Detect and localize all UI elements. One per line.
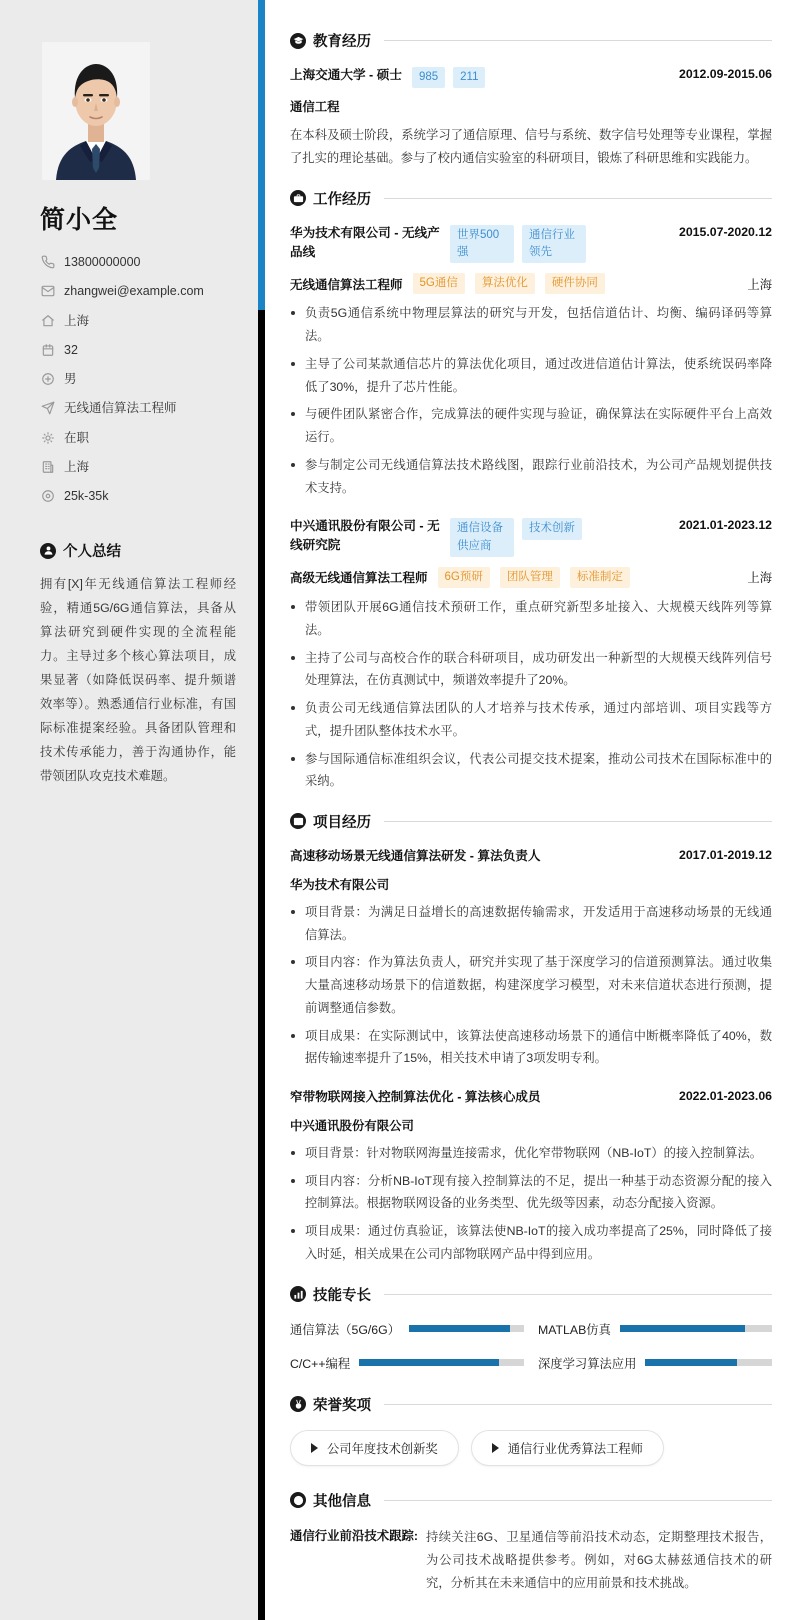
work-location: 上海 [747,277,772,292]
status-icon [40,430,55,445]
work-entry [290,224,772,500]
work-role-row [290,567,772,588]
tag: 算法优化 [475,273,535,294]
contact-phone [40,254,230,270]
company-tags [450,517,669,557]
project-date: 2017.01-2019.12 [679,847,772,862]
school-tags [412,66,669,88]
portrait-illustration [42,42,150,180]
skills-grid [290,1320,772,1372]
play-triangle-icon [311,1443,318,1453]
section-header-work [290,188,772,209]
bullet-item: 带领团队开展6G通信技术预研工作，重点研究新型多址接入、大规模天线阵列等算法。 [290,596,772,641]
company-tags [450,224,669,264]
section-header-other-info [290,1490,772,1511]
skill-progress-track [409,1325,524,1332]
personal-summary-text: 拥有[X]年无线通信算法工程师经验，精通5G/6G通信算法，具备从算法研究到硬件实现的全流程能力。主导过多个核心算法项目，成果显著（如降低误码率、提升频谱效率等）。熟悉通信行业标准，有国际标准提案经验。具备团队管理和技术传承能力，善于沟通协作，能带领团队攻克技术难题。 [40,577,236,783]
play-triangle-icon [492,1443,499,1453]
contact-value: 32 [64,342,78,357]
section-title: 教育经历 [313,34,371,50]
personal-summary-title: 个人总结 [63,544,121,561]
skill-progress-track [620,1325,772,1332]
section-divider [384,198,772,199]
personal-summary-block [40,540,236,789]
other-info-key: 通信行业前沿技术跟踪: [290,1528,419,1543]
tag: 985 [412,67,445,88]
section-title: 工作经历 [313,191,371,208]
project-entry [290,847,772,1070]
paper-plane-icon [40,401,55,416]
project-name: 窄带物联网接入控制算法优化 - 算法核心成员 [290,1090,541,1104]
contact-list [40,254,230,504]
honor-chip[interactable] [290,1430,459,1466]
project-bullets [290,901,772,1070]
contact-status [40,430,230,446]
bullet-item: 主导了公司某款通信芯片的算法优化项目，通过改进信道估计算法，使系统误码率降低了30%，提升了芯片性能。 [290,353,772,398]
project-entry-top [290,847,772,866]
section-projects [290,811,772,1266]
skill-progress-fill [620,1325,745,1332]
project-entry-top [290,1088,772,1107]
work-location: 上海 [747,571,772,586]
education-major: 通信工程 [290,100,340,115]
tag: 技术创新 [522,518,582,539]
building-icon [40,459,55,474]
honors-row [290,1430,772,1466]
section-divider [384,1294,772,1295]
main-content [258,0,794,1620]
section-title: 荣誉奖项 [313,1397,371,1414]
work-entry [290,517,772,793]
bullet-item: 项目背景：为满足日益增长的高速数据传输需求，开发适用于高速移动场景的无线通信算法。 [290,901,772,946]
skill-progress-track [359,1359,524,1366]
other-info-row [290,1526,772,1596]
bullet-item: 参与制定公司无线通信算法技术路线图，跟踪行业前沿技术，为公司产品规划提供技术支持。 [290,454,772,499]
tag: 硬件协同 [545,273,605,294]
section-title: 技能专长 [313,1287,371,1304]
section-title: 项目经历 [313,814,371,831]
contact-value: 13800000000 [64,255,141,269]
chart-icon [290,1286,306,1302]
work-role-row [290,273,772,294]
contact-value: 25k-35k [64,489,109,503]
bullet-item: 项目内容：分析NB-IoT现有接入控制算法的不足，提出一种基于动态资源分配的接入控制算法。根据物联网设备的业务类型、优先级等因素，动态分配接入资源。 [290,1170,772,1215]
section-header-skills [290,1284,772,1305]
contact-value: 上海 [64,459,90,474]
tag: 5G通信 [413,273,465,294]
skill-progress-fill [409,1325,510,1332]
skill-label: MATLAB仿真 [538,1322,611,1337]
education-entry [290,66,772,170]
company-name: 华为技术有限公司 - 无线产品线 [290,225,440,259]
contact-value: 在职 [64,430,90,445]
calendar-icon [40,342,55,357]
work-entry-top [290,224,772,264]
project-company: 中兴通讯股份有限公司 [290,1118,414,1133]
tag: 世界500强 [450,225,514,264]
section-header-honors [290,1394,772,1415]
accent-bar-dark [258,310,265,1620]
contact-age [40,342,230,358]
bullet-item: 项目内容：作为算法负责人，研究并实现了基于深度学习的信道预测算法。通过收集大量高速移动场景下的信道数据，构建深度学习模型，对未来信道状态进行预测，提前调整通信参数。 [290,951,772,1019]
contact-value: 上海 [64,313,90,328]
skill-progress-track [645,1359,772,1366]
section-header-projects [290,811,772,832]
project-name: 高速移动场景无线通信算法研发 - 算法负责人 [290,848,541,863]
skill-progress-fill [359,1359,499,1366]
work-entry-top [290,517,772,557]
user-icon [40,543,56,559]
bullet-item: 项目成果：在实际测试中，该算法使高速移动场景下的通信中断概率降低了40%，数据传输速率提升了15%，相关技术申请了3项发明专利。 [290,1025,772,1070]
project-date: 2022.01-2023.06 [679,1089,772,1103]
mail-icon [40,284,55,299]
contact-value: 男 [64,372,77,386]
phone-icon [40,255,55,270]
section-title: 其他信息 [313,1493,371,1510]
skill-item [538,1320,772,1338]
info-icon [290,1492,306,1508]
skill-progress-fill [645,1359,736,1366]
bullet-item: 主持了公司与高校合作的联合科研项目，成功研发出一种新型的大规模天线阵列信号处理算法，在仿真测试中，频谱效率提升了20%。 [290,647,772,692]
skill-item [290,1320,524,1338]
section-education [290,30,772,170]
skill-label: C/C++编程 [290,1356,351,1371]
person-name: 简小全 [40,206,119,234]
coin-icon [40,489,55,504]
project-company: 华为技术有限公司 [290,877,390,892]
project-bullets [290,1142,772,1266]
bullet-item: 项目成果：通过仿真验证，该算法使NB-IoT的接入成功率提高了25%，同时降低了接入时延，相关成果在公司内部物联网产品中得到应用。 [290,1220,772,1265]
work-bullets [290,302,772,499]
contact-value: zhangwei@example.com [64,284,204,299]
work-date: 2021.01-2023.12 [679,518,772,533]
section-divider [384,40,772,41]
briefcase-icon [290,190,306,206]
contact-gender [40,371,230,387]
section-divider [384,1404,772,1405]
section-skills [290,1284,772,1372]
tag: 团队管理 [500,567,560,588]
skill-label: 通信算法（5G/6G） [290,1322,401,1337]
section-header-education [290,30,772,51]
honor-chip[interactable] [471,1430,664,1466]
tag: 通信设备供应商 [450,518,514,557]
honor-label: 通信行业优秀算法工程师 [507,1441,643,1456]
tag: 6G预研 [438,567,490,588]
bullet-item: 负责公司无线通信算法团队的人才培养与技术传承，通过内部培训、项目实践等方式，提升团队整体技术水平。 [290,697,772,742]
accent-bar-blue [258,0,265,310]
avatar-photo [42,42,150,180]
grid-icon [290,813,306,829]
bullet-item: 参与国际通信标准组织会议，代表公司提交技术提案，推动公司技术在国际标准中的采纳。 [290,748,772,793]
company-name: 中兴通讯股份有限公司 - 无线研究院 [290,519,440,553]
contact-position [40,400,230,416]
gender-icon [40,372,55,387]
section-work [290,188,772,793]
project-entry [290,1088,772,1266]
section-divider [384,1500,772,1501]
medal-icon [290,1396,306,1412]
skill-item [538,1354,772,1372]
other-info-value: 持续关注6G、卫星通信等前沿技术动态，定期整理技术报告，为公司技术战略提供参考。例如，对6G太赫兹通信技术的研究，分析其在未来通信中的应用前景和技术挑战。 [426,1529,772,1591]
education-date: 2012.09-2015.06 [679,67,772,81]
sidebar [0,0,258,1620]
skill-item [290,1354,524,1372]
section-honors [290,1394,772,1466]
job-title: 高级无线通信算法工程师 [290,571,428,586]
work-date: 2015.07-2020.12 [679,224,772,239]
contact-city [40,313,230,329]
contact-work-city [40,459,230,475]
personal-summary-header [40,540,230,561]
contact-value: 无线通信算法工程师 [64,401,177,416]
education-entry-top [290,66,772,88]
tag: 通信行业领先 [522,225,586,264]
school-name: 上海交通大学 - 硕士 [290,68,402,82]
work-bullets [290,596,772,793]
contact-email [40,283,230,299]
education-description: 在本科及硕士阶段，系统学习了通信原理、信号与系统、数字信号处理等专业课程，掌握了扎实的理论基础。参与了校内通信实验室的科研项目，锻炼了科研思维和实践能力。 [290,128,772,165]
home-icon [40,313,55,328]
honor-label: 公司年度技术创新奖 [327,1441,438,1456]
section-divider [384,821,772,822]
bullet-item: 与硬件团队紧密合作，完成算法的硬件实现与验证，确保算法在实际硬件平台上高效运行。 [290,403,772,448]
tag: 标准制定 [570,567,630,588]
section-other-info [290,1490,772,1596]
job-title: 无线通信算法工程师 [290,277,403,292]
bullet-item: 项目背景：针对物联网海量连接需求，优化窄带物联网（NB-IoT）的接入控制算法。 [290,1142,772,1165]
tag: 211 [453,67,485,88]
bullet-item: 负责5G通信系统中物理层算法的研究与开发，包括信道估计、均衡、编码译码等算法。 [290,302,772,347]
contact-salary [40,488,230,504]
skill-label: 深度学习算法应用 [538,1356,637,1371]
graduation-cap-icon [290,33,306,49]
